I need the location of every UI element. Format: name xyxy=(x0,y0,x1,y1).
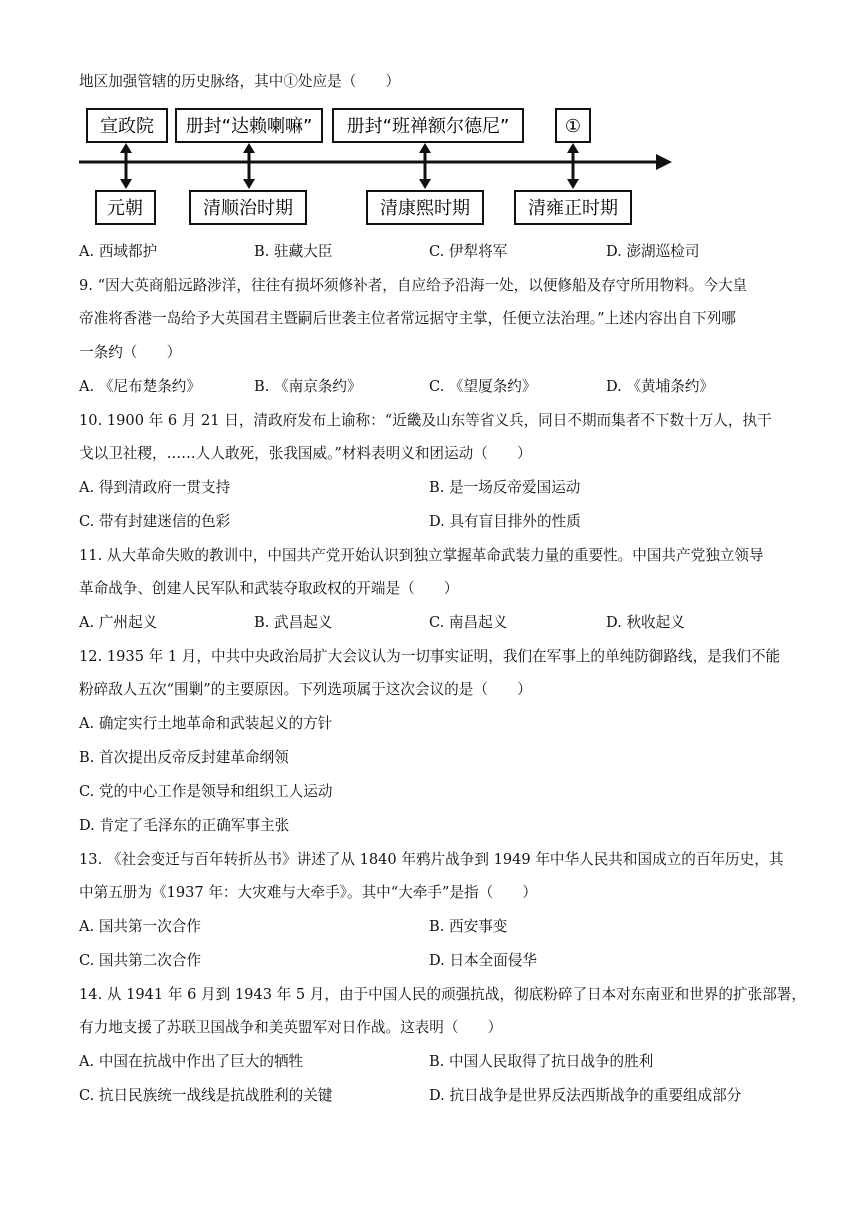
q11-stem-line-1: 11. 从大革命失败的教训中，中国共产党开始认识到独立掌握革命武装力量的重要性。中国共产党独立领导 xyxy=(79,547,764,564)
timeline-bottom-label: 元朝 xyxy=(107,198,143,219)
q13-stem-line-2: 中第五册为《1937 年：大灾难与大牵手》。其中“大牵手”是指（ ） xyxy=(79,884,538,901)
q13-option-b[interactable]: B. 西安事变 xyxy=(429,918,508,935)
q10-stem-line-1: 10. 1900 年 6 月 21 日，清政府发布上谕称：“近畿及山东等省义兵，同日不期而集者不下数十万人，执干 xyxy=(79,412,772,429)
q12-stem-line-2: 粉碎敌人五次“围剿”的主要原因。下列选项属于这次会议的是（ ） xyxy=(79,681,532,698)
q10-option-d[interactable]: D. 具有盲目排外的性质 xyxy=(429,513,581,530)
q10-option-c[interactable]: C. 带有封建迷信的色彩 xyxy=(79,513,231,530)
q14-stem-line-1: 14. 从 1941 年 6 月到 1943 年 5 月，由于中国人民的顽强抗战，彻底粉碎了日本对东南亚和世界的扩张部署， xyxy=(79,986,806,1003)
q12-option-b[interactable]: B. 首次提出反帝反封建革命纲领 xyxy=(79,749,289,766)
q11-option-c[interactable]: C. 南昌起义 xyxy=(429,614,508,631)
timeline-bottom-box-1 xyxy=(96,191,155,224)
q14-option-d[interactable]: D. 抗日战争是世界反法西斯战争的重要组成部分 xyxy=(429,1087,742,1104)
timeline-connector-3 xyxy=(419,143,431,189)
q12-option-c[interactable]: C. 党的中心工作是领导和组织工人运动 xyxy=(79,783,333,800)
q9-stem-line-1: 9. “因大英商船远路涉洋，往往有损坏须修补者，自应给予沿海一处，以便修船及存守所用物料。今大皇 xyxy=(79,277,748,294)
q14-stem-line-2: 有力地支援了苏联卫国战争和美英盟军对日作战。这表明（ ） xyxy=(79,1019,503,1036)
q13-option-c[interactable]: C. 国共第二次合作 xyxy=(79,952,202,969)
timeline-connector-4 xyxy=(567,143,579,189)
q11-option-a[interactable]: A. 广州起义 xyxy=(79,614,158,631)
timeline-connector-2 xyxy=(243,143,255,189)
q12-option-d[interactable]: D. 肯定了毛泽东的正确军事主张 xyxy=(79,817,290,834)
q14-option-a[interactable]: A. 中国在抗战中作出了巨大的牺牲 xyxy=(79,1053,304,1070)
timeline-top-label: 册封“达赖喇嘛” xyxy=(185,116,313,137)
q11-stem-line-2: 革命战争、创建人民军队和武装夺取政权的开端是（ ） xyxy=(79,580,459,597)
q14-option-b[interactable]: B. 中国人民取得了抗日战争的胜利 xyxy=(429,1053,654,1070)
timeline-bottom-label: 清顺治时期 xyxy=(203,198,293,219)
q11-option-d[interactable]: D. 秋收起义 xyxy=(606,614,685,631)
timeline-top-box-1 xyxy=(87,109,167,142)
q10-option-a[interactable]: A. 得到清政府一贯支持 xyxy=(79,479,231,496)
q8-stem-tail: 地区加强管辖的历史脉络，其中①处应是（ ） xyxy=(79,73,401,90)
q13-option-a[interactable]: A. 国共第一次合作 xyxy=(79,918,201,935)
timeline-top-box-3 xyxy=(333,109,523,142)
q12-stem-line-1: 12. 1935 年 1 月，中共中央政治局扩大会议认为一切事实证明，我们在军事上的单纯防御路线，是我们不能 xyxy=(79,648,781,665)
q9-option-c[interactable]: C. 《望厦条约》 xyxy=(429,378,537,395)
timeline-bottom-label: 清康熙时期 xyxy=(380,198,470,219)
timeline-bottom-box-3 xyxy=(367,191,483,224)
q9-option-a[interactable]: A. 《尼布楚条约》 xyxy=(79,378,201,395)
timeline-top-box-2 xyxy=(176,109,322,142)
q14-option-c[interactable]: C. 抗日民族统一战线是抗战胜利的关键 xyxy=(79,1087,333,1104)
q8-option-a[interactable]: A. 西域都护 xyxy=(79,243,158,260)
q9-option-d[interactable]: D. 《黄埔条约》 xyxy=(606,378,715,395)
q8-timeline-diagram xyxy=(0,0,860,240)
q11-option-b[interactable]: B. 武昌起义 xyxy=(254,614,333,631)
timeline-bottom-box-2 xyxy=(190,191,306,224)
q8-option-d[interactable]: D. 澎湖巡检司 xyxy=(606,243,700,260)
timeline-top-label: ① xyxy=(564,116,582,137)
timeline-arrow-head xyxy=(656,154,672,170)
q8-option-b[interactable]: B. 驻藏大臣 xyxy=(254,243,333,260)
timeline-connector-1 xyxy=(120,143,132,189)
q9-stem-line-2: 帝准将香港一岛给予大英国君主暨嗣后世袭主位者常远据守主掌，任便立法治理。”上述内容出自下列哪 xyxy=(79,310,736,327)
q12-option-a[interactable]: A. 确定实行土地革命和武装起义的方针 xyxy=(79,715,333,732)
timeline-top-label: 宣政院 xyxy=(100,116,154,137)
q10-option-b[interactable]: B. 是一场反帝爱国运动 xyxy=(429,479,581,496)
timeline-top-box-4 xyxy=(556,109,590,142)
timeline-bottom-label: 清雍正时期 xyxy=(528,198,618,219)
q10-stem-line-2: 戈以卫社稷，……人人敢死，张我国威。”材料表明义和团运动（ ） xyxy=(79,445,532,462)
q13-option-d[interactable]: D. 日本全面侵华 xyxy=(429,952,538,969)
q8-option-c[interactable]: C. 伊犁将军 xyxy=(429,243,508,260)
timeline-top-label: 册封“班禅额尔德尼” xyxy=(346,116,510,137)
q13-stem-line-1: 13. 《社会变迁与百年转折丛书》讲述了从 1840 年鸦片战争到 1949 年中华人民共和国成立的百年历史，其 xyxy=(79,851,784,868)
q9-stem-line-3: 一条约（ ） xyxy=(79,344,182,361)
timeline-bottom-box-4 xyxy=(515,191,631,224)
q9-option-b[interactable]: B. 《南京条约》 xyxy=(254,378,362,395)
